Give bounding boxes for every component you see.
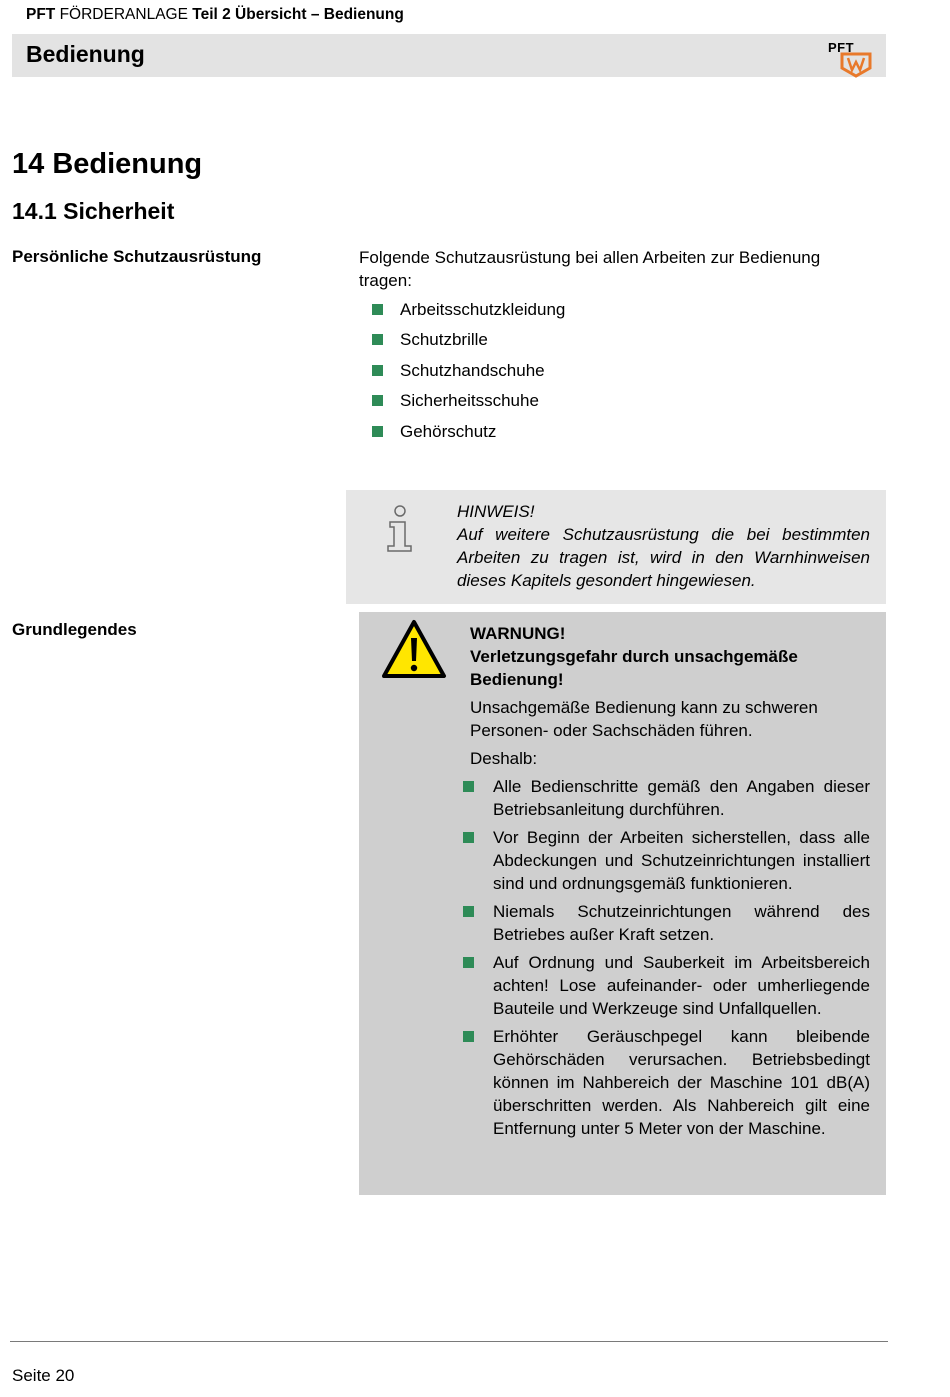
warning-therefore: Deshalb: <box>470 749 538 768</box>
list-item-text: Arbeitsschutzkleidung <box>400 300 566 319</box>
running-head-brand: PFT <box>26 6 56 23</box>
pft-logo-icon <box>826 38 878 78</box>
list-item-text: Gehörschutz <box>400 421 497 441</box>
list-item-text: Erhöhter Geräuschpegel kann bleibende Gehörschäden verursachen. Betriebsbedingt können im Nahbereich der Maschine 101 dB(A) überschritten werden. Als Nahbereich gilt eine Entfernung unter 5 Meter von der Maschine. <box>493 1027 870 1138</box>
section-title: 14.1 Sicherheit <box>12 198 175 224</box>
list-item-text: Auf Ordnung und Sauberkeit im Arbeitsbereich achten! Lose aufeinander- oder umherliegende Bauteile und Werkzeuge sind Unfallquellen. <box>493 953 870 1018</box>
footer-divider <box>10 1341 888 1342</box>
basics-label: Grundlegendes <box>12 620 137 639</box>
list-item <box>470 775 870 821</box>
bullet-square-icon <box>463 781 474 792</box>
list-item-text: Sicherheitsschuhe <box>400 391 539 411</box>
bullet-square-icon <box>372 334 383 345</box>
note-box <box>346 490 886 604</box>
warning-title: WARNUNG! <box>470 624 566 643</box>
list-item <box>470 1025 870 1140</box>
note-text-block <box>457 500 870 592</box>
warning-list <box>470 775 870 1140</box>
bullet-square-icon <box>463 832 474 843</box>
list-item <box>470 951 870 1020</box>
page-number: Seite 20 <box>12 1366 75 1385</box>
note-body: Auf weitere Schutzausrüstung die bei bestimmten Arbeiten zu tragen ist, wird in den Warnhinweisen dieses Kapitels gesondert hingewiesen. <box>457 525 870 590</box>
bullet-square-icon <box>372 426 383 437</box>
list-item-text: Alle Bedienschritte gemäß den Angaben dieser Betriebsanleitung durchführen. <box>493 777 870 819</box>
warning-body: Unsachgemäße Bedienung kann zu schweren Personen- oder Sachschäden führen. <box>470 698 818 740</box>
list-item-text: Niemals Schutzeinrichtungen während des Betriebes außer Kraft setzen. <box>493 902 870 944</box>
header-bar <box>12 34 886 77</box>
header-title: Bedienung <box>26 41 145 67</box>
list-item <box>372 359 565 389</box>
note-title: HINWEIS! <box>457 502 535 521</box>
warning-box <box>359 612 886 1195</box>
ppe-intro: Folgende Schutzausrüstung bei allen Arbeiten zur Bedienung tragen: <box>359 248 821 290</box>
bullet-square-icon <box>463 1031 474 1042</box>
list-item <box>372 420 565 450</box>
ppe-label: Persönliche Schutzausrüstung <box>12 247 262 266</box>
list-item <box>470 900 870 946</box>
running-head <box>26 6 404 24</box>
bullet-square-icon <box>463 957 474 968</box>
running-head-part: Teil 2 Übersicht – Bedienung <box>192 6 404 23</box>
warning-text-block <box>470 622 870 1145</box>
ppe-list <box>372 298 565 450</box>
logo-text: PFT <box>828 40 855 55</box>
bullet-square-icon <box>372 365 383 376</box>
list-item-text: Schutzbrille <box>400 330 488 350</box>
warning-subtitle: Verletzungsgefahr durch unsachgemäße Bedienung! <box>470 647 798 689</box>
list-item <box>372 389 565 419</box>
bullet-square-icon <box>463 906 474 917</box>
running-head-product: FÖRDERANLAGE <box>59 6 188 23</box>
bullet-square-icon <box>372 395 383 406</box>
list-item <box>372 328 565 358</box>
warning-triangle-icon <box>381 618 447 680</box>
chapter-title: 14 Bedienung <box>12 148 203 180</box>
list-item-text: Vor Beginn der Arbeiten sicherstellen, dass alle Abdeckungen und Schutzeinrichtungen installiert sind und ordnungsgemäß funktionieren. <box>493 828 870 893</box>
bullet-square-icon <box>372 304 383 315</box>
list-item-text: Schutzhandschuhe <box>400 360 545 380</box>
list-item <box>470 826 870 895</box>
list-item <box>372 298 565 328</box>
info-icon <box>384 504 418 554</box>
